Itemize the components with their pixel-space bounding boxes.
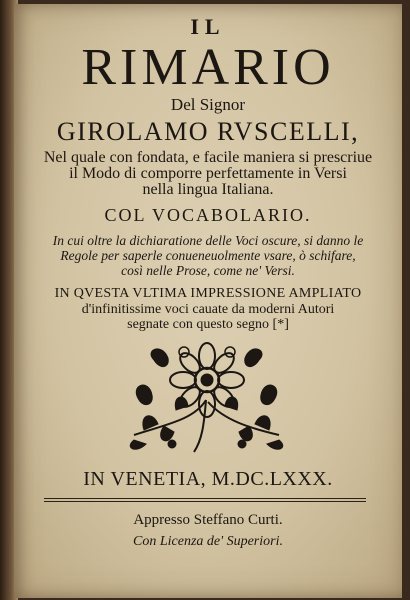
title-page (14, 4, 402, 598)
title-article: IL (190, 14, 226, 39)
italic-line-3: così nelle Prose, come ne' Versi. (121, 263, 295, 278)
divider-rule-second (44, 501, 366, 502)
subtitle-line-3: nella lingua Italiana. (142, 181, 274, 198)
italic-line-2: Regole per saperle conueneuolmente vsare, ò schifare, (60, 248, 356, 263)
license-line: Con Licenza de' Superiori. (133, 534, 283, 549)
subtitle-line-2: il Modo di comporre perfettamente in Versi (69, 165, 347, 182)
impression-line-2: d'infinitissime voci cauate da moderni Autori (81, 302, 335, 317)
subtitle-line-1: Nel quale con fondata, e facile maniera si prescriue (43, 149, 373, 166)
place-and-date: IN VENETIA, M.DC.LXXX. (83, 468, 333, 490)
book-title: RIMARIO (81, 39, 335, 96)
italic-line-1: In cui oltre la dichiaratione delle Voci oscure, si danno le (52, 233, 364, 248)
printer-line: Appresso Steffano Curti. (133, 512, 283, 528)
divider-rule (44, 498, 366, 499)
vocabolario-heading: COL VOCABOLARIO. (104, 205, 312, 225)
impression-line-3: segnate con questo segno [*] (127, 317, 289, 332)
del-signor-line: Del Signor (170, 95, 246, 114)
impression-line-1: IN QVESTA VLTIMA IMPRESSIONE AMPLIATO (54, 286, 362, 301)
floral-woodcut-ornament (124, 340, 289, 455)
author-name: GIROLAMO RVSCELLI, (56, 117, 360, 146)
